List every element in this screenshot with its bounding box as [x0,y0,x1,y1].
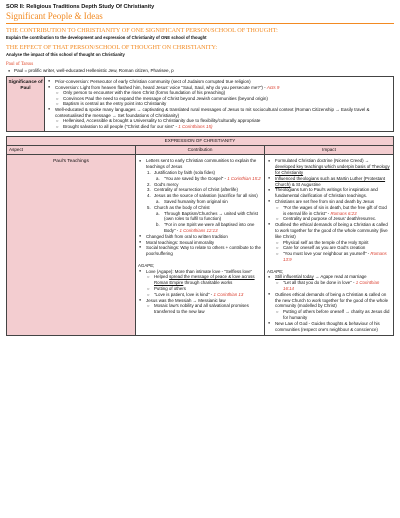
list-item: ● Outlines ethical demands of being a Christian & called on the new Church to work together for the good of the whole community (modelled by Christ) [267,292,390,309]
list-item: ○ Baptism is central as the entry point into Christianity [55,101,390,107]
significance-content [45,77,394,132]
significance-table [6,76,394,132]
list-item: ○ "Love is patient, love is kind" - 1 Corinthian 13 [138,292,261,298]
contribution-cell [136,155,265,336]
agape-label: AGAPE; [267,268,284,274]
list-item: a. Saved humanity from original sin [156,198,228,204]
list-item: ○ Putting of others before oneself → charity as Jesus did for humanity [267,309,390,321]
expression-title: EXPRESSION OF CHRISTIANITY [7,137,394,146]
column-header-impact: Impact [265,146,394,155]
list-item: ● Moral teachings: Sexual immorality [138,240,261,246]
list-item: ● Theologians turn to Paul's writings for inspiration and fundamental clarification of Christian teachings. [267,187,390,199]
list-item: 1. Justification by faith (sola fides) [147,169,216,175]
title-divider [6,23,394,24]
contribution-heading: THE CONTRIBUTION TO CHRISTIANITY OF ONE SIGNIFICANT PERSON/SCHOOL OF THOUGHT: [6,27,278,34]
list-item: ○ "You must love your neighbour as yourself" - Romans 13:9 [267,251,390,263]
effect-heading: THE EFFECT OF THAT PERSON/SCHOOL OF THOUGHT ON CHRISTIANITY: [6,44,218,51]
list-item: ● Well-educated & spoke many languages → captivating & translated rural messages of Jesus to mit sociocultural context (Roman Citizenship → Easily travel & contextualised the message → Set foundations of Christianity) ○ Hellenised, Accessible & brought a Universality to Christianity due to flexibility/culturally appropriate ○ Brought salvation to all people ("Christ died for our sins" - 1 Corinthians 15) [47,107,390,129]
significance-label: Significance of Paul [7,77,45,132]
person-name: Paul of Tarsus [6,62,34,67]
list-item: a. Through Baptism/Churches → united with Christ (own roles to fulfil to function) [156,210,258,222]
list-item: a. "You are saved by the Gospel" - 1 Corinthian 15:2 [156,175,261,181]
list-item: ○ Physical self as the temple of the Holy Spirit [267,240,390,246]
list-item: 5. Church as the body of Christ [147,204,210,210]
list-item: ● Outlined the ethical demands of being a Christian & called to work together for the good of the whole community (live like Christ) [267,222,390,239]
list-item: 3. Centrality of resurrection of Christ (afterlife) [147,187,238,193]
expression-table [6,136,394,336]
page-title: Significant People & Ideas [6,11,103,21]
list-item: ● Letters sent to early Christian communities to explain the teachings of Jesus [138,158,261,170]
column-header-aspect: Aspect [7,146,136,155]
list-item: ● Christians are set free from sin and death by Jesus [267,199,390,205]
list-item: 2. God's mercy [147,181,179,187]
list-item: ● Prior-conversion: Persecutor of early Christian community (sect of Judaism corrupted true religion) [47,79,390,85]
list-item: ○ Mosaic law's nobility and all salvational promises transferred to the new law [138,303,261,315]
list-item: ○ Centrality and purpose of Jesus' death/resurrec. [267,216,390,222]
analyse-line: Analyse the impact of this school of thought on Christianity [6,52,125,57]
list-item: b. "For in one Spirit we were all baptised into one Body" - 1 Corinthians 12:13 [156,222,255,233]
list-item: ● Changed faith from oral to written tradition [138,234,261,240]
list-item: ● Jesus was the Messiah → Messianic law [138,298,261,304]
agape-label: AGAPE; [138,262,155,268]
list-item: ○ Only person to encounter with the risen Christ (forms foundation of his preaching) [55,90,390,96]
list-item: ● Influenced theologians such as Martin Luther (Protestant Church) & St Augustine [267,176,390,188]
impact-cell [265,155,394,336]
column-header-contribution: Contribution [136,146,265,155]
list-item: ○ Hellenised, Accessible & brought a Universality to Christianity due to flexibility/culturally appropriate [55,118,390,124]
list-item: ○ Brought salvation to all people ("Christ died for our sins" - 1 Corinthians 15) [55,124,390,130]
list-item: ○ Putting of others [138,286,261,292]
course-label: SOR II: Religious Traditions Depth Study Of Christianity [6,4,155,10]
list-item: ● New Law of God - Guides thoughts & behaviour of his communities (respect one's neighbour & conscience) [267,321,390,333]
list-item: ○ "For the wages of sin is death, but the free gift of God is eternal life in Christ" - Romans 6:23 [267,205,390,217]
list-item: ○ "Let all that you do be done in love" - 1 Corinthian 16:14 [267,280,390,292]
person-description: ● Paul = prolific writer, well-educated Hellenistic Jew, Roman citizen, Pharisee, p [6,68,394,74]
list-item: ○ Care for oneself as you are God's creation [267,245,390,251]
aspect-cell: Paul's Teachings [7,155,136,336]
list-item: ○ Convinces Paul the need to expand the message of Christ beyond Jewish communities (beyond origin) [55,96,390,102]
explain-line: Explain the contribution to the development and expression of Christianity of ONE school of thought [6,35,207,40]
list-item: ● Love (Agape): More than intimate love - "Selfless love" [138,269,261,275]
list-item: ● Formulated Christian doctrine (Nicene Creed) → developed key teachings which underpin basis of Theology for Christianity [267,158,390,175]
list-item: ○ Helped spread the message of peace & love across Roman Empire through charitable works [138,274,261,286]
list-item: ● Still influential today → Agape read at marriage [267,274,390,280]
list-item: ● Social teachings: Way to relate to others + contribute to the poor/suffering [138,245,261,257]
list-item: 4. Jesus as the source of salvation (sacrifice for all sins) [147,193,258,199]
list-item: ● Conversion: Light from heaven flashed him, heard Jesus' voice "Saul, Saul, why do you persecute me?") - Acts 9 ○ Only person to encounter with the risen Christ (forms foundation of his preaching) ○ Convinces Paul the need to expand the message of Christ beyond Jewish communities (beyond origin) ○ Baptism is central as the entry point into Christianity [47,85,390,107]
